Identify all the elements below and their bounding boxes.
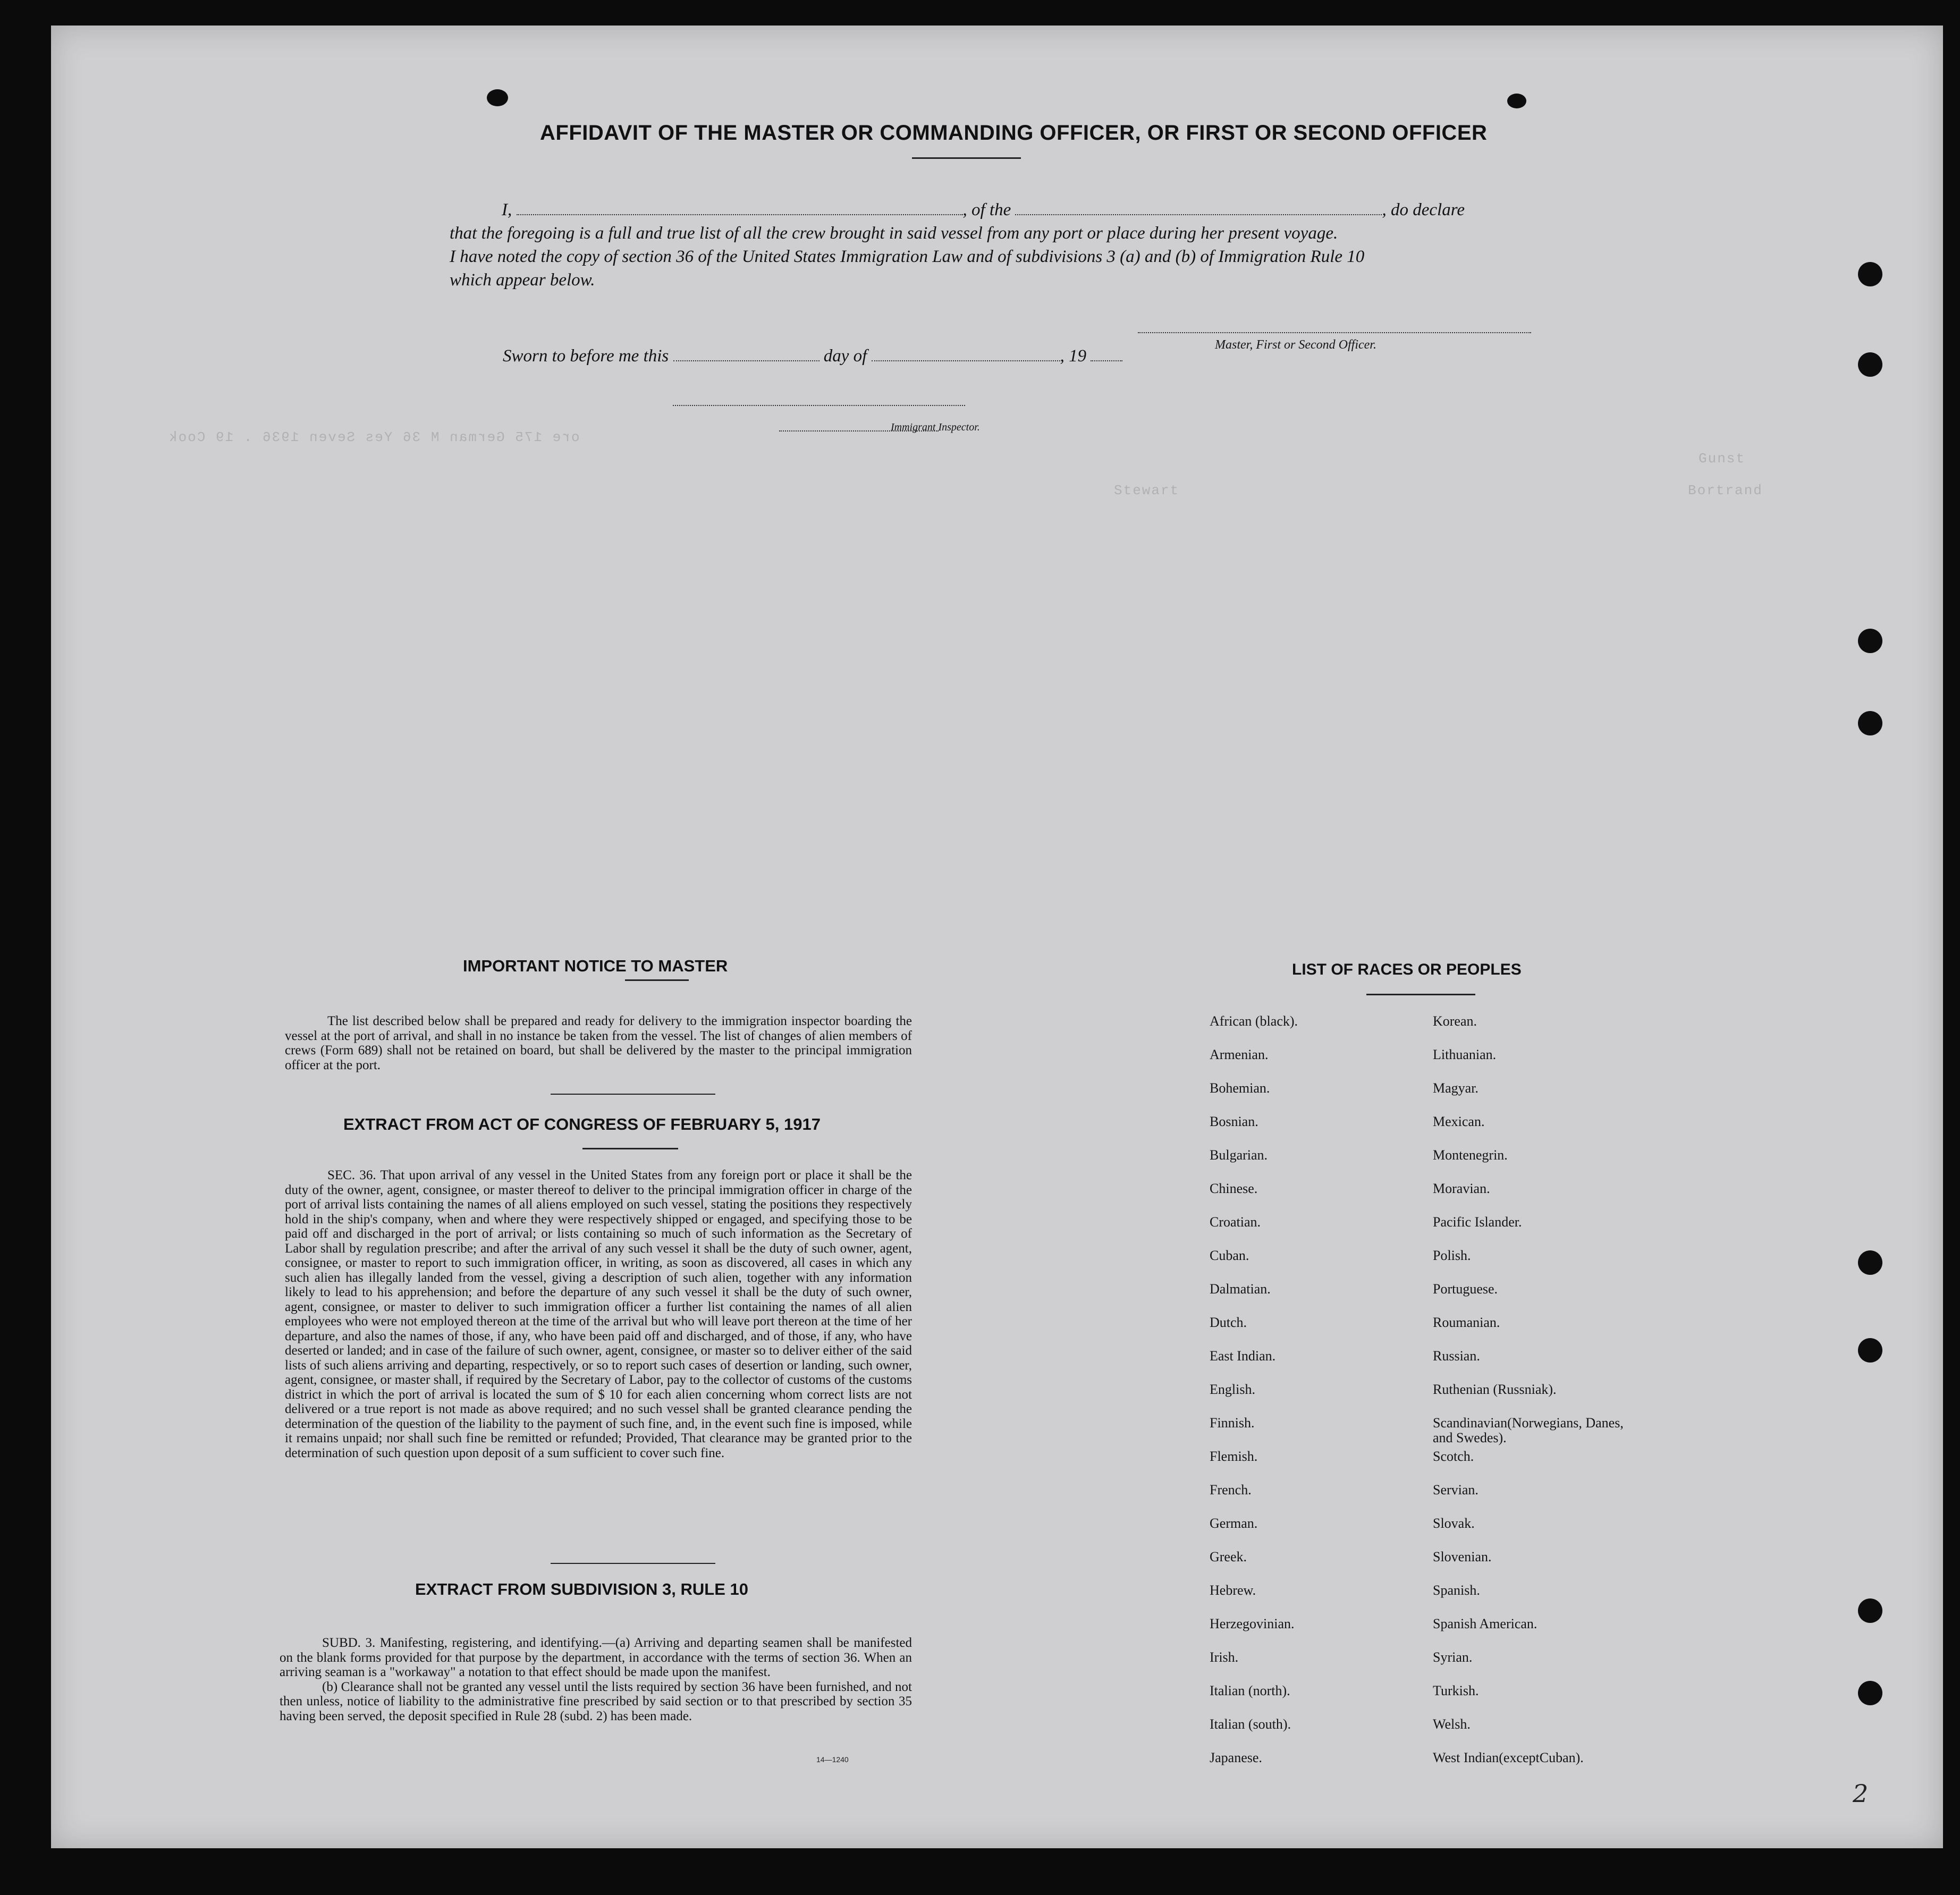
inspector-caption: Immigrant Inspector. xyxy=(891,421,980,433)
race-item: Armenian. xyxy=(1210,1047,1269,1062)
sworn-year-blank[interactable] xyxy=(1091,344,1122,361)
race-item: Finnish. xyxy=(1210,1415,1255,1431)
act-extract-title: EXTRACT FROM ACT OF CONGRESS OF FEBRUARY 5, 1917 xyxy=(343,1115,821,1133)
race-item: Polish. xyxy=(1433,1248,1471,1263)
race-item: Scotch. xyxy=(1433,1449,1474,1464)
race-item: Chinese. xyxy=(1210,1181,1258,1196)
punch-hole xyxy=(1858,1250,1882,1275)
affidavit-title: AFFIDAVIT OF THE MASTER OR COMMANDING OFFICER, OR FIRST OR SECOND OFFICER xyxy=(540,121,1488,145)
race-item: Bohemian. xyxy=(1210,1080,1270,1096)
affidavit-of-the: , of the xyxy=(962,200,1011,219)
sworn-line xyxy=(503,344,1122,366)
race-item: Pacific Islander. xyxy=(1433,1214,1522,1230)
act-extract-divider xyxy=(582,1148,678,1149)
race-item: Italian (north). xyxy=(1210,1683,1290,1698)
race-item: Moravian. xyxy=(1433,1181,1490,1196)
inspector-signature-line[interactable] xyxy=(673,405,965,406)
notice-divider xyxy=(625,979,689,981)
race-item: Herzegovinian. xyxy=(1210,1616,1295,1631)
race-item: African (black). xyxy=(1210,1013,1298,1029)
race-item: Slovak. xyxy=(1433,1516,1475,1531)
punch-hole xyxy=(1858,629,1882,653)
master-caption: Master, First or Second Officer. xyxy=(1215,338,1376,352)
title-divider xyxy=(912,157,1021,159)
race-item: English. xyxy=(1210,1382,1255,1397)
act-extract-end-rule xyxy=(551,1563,715,1564)
sworn-day-blank[interactable] xyxy=(673,344,820,361)
race-item: Irish. xyxy=(1210,1649,1239,1665)
race-item: Ruthenian (Russniak). xyxy=(1433,1382,1557,1397)
vessel-blank[interactable] xyxy=(1015,198,1382,215)
race-item: French. xyxy=(1210,1482,1252,1498)
race-item: Roumanian. xyxy=(1433,1315,1500,1330)
race-item: Bulgarian. xyxy=(1210,1147,1268,1163)
race-item: Greek. xyxy=(1210,1549,1247,1564)
form-number: 14—1240 xyxy=(816,1755,849,1764)
races-divider xyxy=(1366,994,1475,995)
race-item: Italian (south). xyxy=(1210,1716,1291,1732)
race-item: Croatian. xyxy=(1210,1214,1261,1230)
rule-extract-text xyxy=(280,1636,912,1723)
notice-text: The list described below shall be prepared and ready for delivery to the immigration inspector boarding the vessel at the port of arrival, and shall in no instance be taken from the vessel. The list of changes of alien members of crews (Form 689) shall not be retained on board, but shall be delivered by the master to the principal immigration officer at the port. xyxy=(285,1014,912,1072)
affidavit-do-declare: , do declare xyxy=(1382,200,1465,219)
race-item: Flemish. xyxy=(1210,1449,1258,1464)
sworn-year-label: , 19 xyxy=(1060,346,1087,366)
races-title: LIST OF RACES OR PEOPLES xyxy=(1292,961,1522,978)
act-extract-text: SEC. 36. That upon arrival of any vessel in the United States from any foreign port or place it shall be the duty of the owner, agent, consignee, or master thereof to deliver to the principal immigration officer in charge of the port of arrival lists containing the names of all aliens employed on such vessel, stating the positions they respectively hold in the ship's company, when and where they were respectively shipped or engaged, and specifying those to be paid off and discharged in the port of arrival; or lists containing so much of such information as the Secretary of Labor shall by regulation prescribe; and after the arrival of any such vessel it shall be the duty of such owner, agent, consignee, or master to report to such immigration officer, in writing, as soon as discovered, all cases in which any such alien has illegally landed from the vessel, giving a description of such alien, together with any information likely to lead to his apprehension; and before the departure of any such vessel it shall be the duty of such owner, agent, consignee, or master to deliver to such immigration officer a further list containing the names of all alien employees who were not employed thereon at the time of the arrival but who will leave port thereon at the time of her departure, and also the names of those, if any, who have been paid off and discharged, and of those, if any, who have deserted or landed; and in case of the failure of such owner, agent, consignee, or master so to deliver either of the said lists of such aliens arriving and departing, respectively, or so to report such cases of desertion or landing, such owner, agent, consignee, or master shall, if required by the Secretary of Labor, pay to the collector of customs of the customs district in which the port of arrival is located the sum of $ 10 for each alien concerning whom correct lists are not delivered or a true report is not made as above required; and no such vessel shall be granted clearance pending the determination of the question of the liability to the payment of such fine, and, in the event such fine is imposed, while it remains unpaid; nor shall such fine be remitted or refunded; Provided, That clearance may be granted prior to the determination of such question upon deposit of a sum sufficient to cover such fine. xyxy=(285,1168,912,1460)
notice-end-rule xyxy=(551,1094,715,1095)
races-left-column xyxy=(1210,1014,1412,1784)
punch-hole xyxy=(1858,352,1882,377)
master-signature-line[interactable] xyxy=(1138,332,1531,333)
race-item: Hebrew. xyxy=(1210,1583,1256,1598)
affidavit-body xyxy=(450,198,1555,292)
race-item: German. xyxy=(1210,1516,1258,1531)
affidavit-line-2: that the foregoing is a full and true list of all the crew brought in said vessel from any port or place during her present voyage. xyxy=(450,224,1338,243)
race-item: Lithuanian. xyxy=(1433,1047,1497,1062)
race-item: Dalmatian. xyxy=(1210,1281,1271,1297)
race-item: Spanish American. xyxy=(1433,1616,1537,1631)
race-item: Welsh. xyxy=(1433,1716,1471,1732)
margin-pen-mark: 2 xyxy=(1853,1779,1869,1808)
race-item: Mexican. xyxy=(1433,1114,1485,1129)
punch-hole xyxy=(1858,1681,1882,1705)
race-item: Portuguese. xyxy=(1433,1281,1498,1297)
punch-hole xyxy=(1858,711,1882,735)
races-right-column xyxy=(1433,1014,1667,1784)
affidavit-line-3: I have noted the copy of section 36 of the United States Immigration Law and of subdivisions 3 (a) and (b) of Immigration Rule 10 xyxy=(450,247,1365,266)
race-item: Korean. xyxy=(1433,1013,1477,1029)
punch-hole xyxy=(487,89,508,106)
race-item: West Indian(exceptCuban). xyxy=(1433,1750,1584,1765)
notice-title: IMPORTANT NOTICE TO MASTER xyxy=(463,957,728,975)
sworn-day-label: day of xyxy=(823,346,867,366)
race-item: Montenegrin. xyxy=(1433,1147,1508,1163)
punch-hole xyxy=(1858,1598,1882,1623)
race-item: Bosnian. xyxy=(1210,1114,1258,1129)
race-item: Syrian. xyxy=(1433,1649,1473,1665)
rule-para-a: SUBD. 3. Manifesting, registering, and identifying.—(a) Arriving and departing seamen shall be manifested on the blank forms provided for that purpose by the department, in accordance with the terms of section 36. When an arriving seaman is a "workaway" a notation to that effect should be made upon the manifest. xyxy=(280,1636,912,1679)
race-item: Scandinavian(Norwegians, Danes, and Swedes). xyxy=(1433,1415,1624,1445)
punch-hole xyxy=(1858,262,1882,286)
race-item: Magyar. xyxy=(1433,1080,1479,1096)
name-blank[interactable] xyxy=(517,198,963,215)
race-item: Servian. xyxy=(1433,1482,1479,1498)
punch-hole xyxy=(1858,1338,1882,1363)
race-item: Dutch. xyxy=(1210,1315,1247,1330)
race-item: Slovenian. xyxy=(1433,1549,1492,1564)
race-item: Russian. xyxy=(1433,1348,1480,1364)
document-page: ore 175 German M 36 Yes Seven 1936 . 19 Cook Stewart Gunst Bortrand AFFIDAVIT OF THE MASTER OR COMMANDING OFFICER, OR FIRST OR SECOND OFFICER I, , of the , do declare that the foregoing is a full and true list of all the crew brought in said vessel from any port or place during her present voyage. I have noted the copy of section 36 of the United States Immigration Law and of subdivisions 3 (a) and (b) of Immigration Rule 10 which appear below. Master, First or Second Officer. Sworn to before me this day of , 19 Immigrant Inspector. IMPORTANT NOTICE TO MASTER The list described below shall be prepared and ready for delivery to the immigration inspector boarding the vessel at the port of arrival, and shall in no instance be taken from the vessel. The list of changes of alien members of crews (Form 689) shall not be retained on board, but shall be delivered by the master to the principal immigration officer at the port. EXTRACT FROM ACT OF CONGRESS OF FEBRUARY 5, 1917 SEC. 36. That upon arrival of any vessel in the United States from any foreign port or place it shall be the duty of the owner, agent, consignee, or master thereof to deliver to the principal immigration officer in charge of the port of arrival lists containing the names of all aliens employed on such vessel, stating the positions they respectively hold in the ship's company, when and where they were respectively shipped or engaged, and specifying those to be paid off and discharged in the port of arrival; or lists containing so much of such information as the Secretary of Labor shall by regulation prescribe; and after the arrival of any such vessel it shall be the duty of such owner, agent, consignee, or master to report to such immigration officer, in writing, as soon as discovered, all cases in which any such alien has illegally landed from the vessel, giving a description of such alien, together with any information likely to lead to his apprehension; and before the departure of any such vessel it shall be the duty of such owner, agent, consignee, or master to deliver to such immigration officer a further list containing the names of all alien employees who were not employed thereon at the time of the arrival but who will leave port thereon at the time of her departure, and also the names of those, if any, who have been paid off and discharged, and of those, if any, who have deserted or landed; and in case of the failure of such owner, agent, consignee, or master so to deliver either of the said lists of such aliens arriving and departing, respectively, or so to report such cases of desertion or landing, such owner, agent, consignee, or master shall, if required by the Secretary of Labor, pay to the collector of customs of the customs district in which the port of arrival is located the sum of $ 10 for each alien concerning whom correct lists are not delivered or a true report is not made as above required; and no such vessel shall be granted clearance pending the determination of the question of the liability to the payment of such fine, and, in the event such fine is imposed, while it remains unpaid; nor shall such fine be remitted or refunded; Provided, That clearance may be granted prior to the determination of such question upon deposit of a sum sufficient to cover such fine. EXTRACT FROM SUBDIVISION 3, RULE 10 SUBD. 3. Manifesting, registering, and identifying.—(a) Arriving and departing seamen shall be manifested on the blank forms provided for that purpose by the department, in accordance with the terms of section 36. When an arriving seaman is a "workaway" a notation to that effect should be made upon the manifest. (b) Clearance shall not be granted any vessel until the lists required by section 36 have been furnished, and not then unless, notice of liability to the administrative fine prescribed by said section or to that prescribed by section 35 having been served, the deposit specified in Rule 28 (subd. 2) has been made. 14—1240 LIST OF RACES OR PEOPLES African (black). Armenian. Bohemian. Bosnian. Bulgarian. Chinese. Croatian. Cuban. Dalmatian. Dutch. East Indian. English. Finnish. Flemish. French. German. Greek. Hebrew. Herzegovinian. Irish. Italian (north). Italian (south). Japanese. Korean. Lithuanian. Magyar. Mexican. Montenegrin. Moravian. Pacific Islander. Polish. Portuguese. Roumanian. Russian. Ruthenian (Russniak). Scandinavian(Norwegians, Danes, and Swedes). Scotch. Servian. Slovak. Slovenian. Spanish. Spanish American. Syrian. Turkish. Welsh. West Indian(exceptCuban). 2 xyxy=(51,26,1943,1848)
race-item: Spanish. xyxy=(1433,1583,1480,1598)
sworn-month-blank[interactable] xyxy=(872,344,1060,361)
race-item: Cuban. xyxy=(1210,1248,1249,1263)
race-item: Turkish. xyxy=(1433,1683,1479,1698)
rule-extract-title: EXTRACT FROM SUBDIVISION 3, RULE 10 xyxy=(415,1580,748,1598)
race-item: Japanese. xyxy=(1210,1750,1262,1765)
affidavit-line-4: which appear below. xyxy=(450,270,595,290)
sworn-prefix: Sworn to before me this xyxy=(503,346,669,366)
punch-hole xyxy=(1507,94,1526,108)
rule-para-b: (b) Clearance shall not be granted any vessel until the lists required by section 36 have been furnished, and not then unless, notice of liability to the administrative fine prescribed by said section or to that prescribed by section 35 having been served, the deposit specified in Rule 28 (subd. 2) has been made. xyxy=(280,1679,912,1723)
race-item: East Indian. xyxy=(1210,1348,1276,1364)
affidavit-i: I, xyxy=(502,200,512,219)
